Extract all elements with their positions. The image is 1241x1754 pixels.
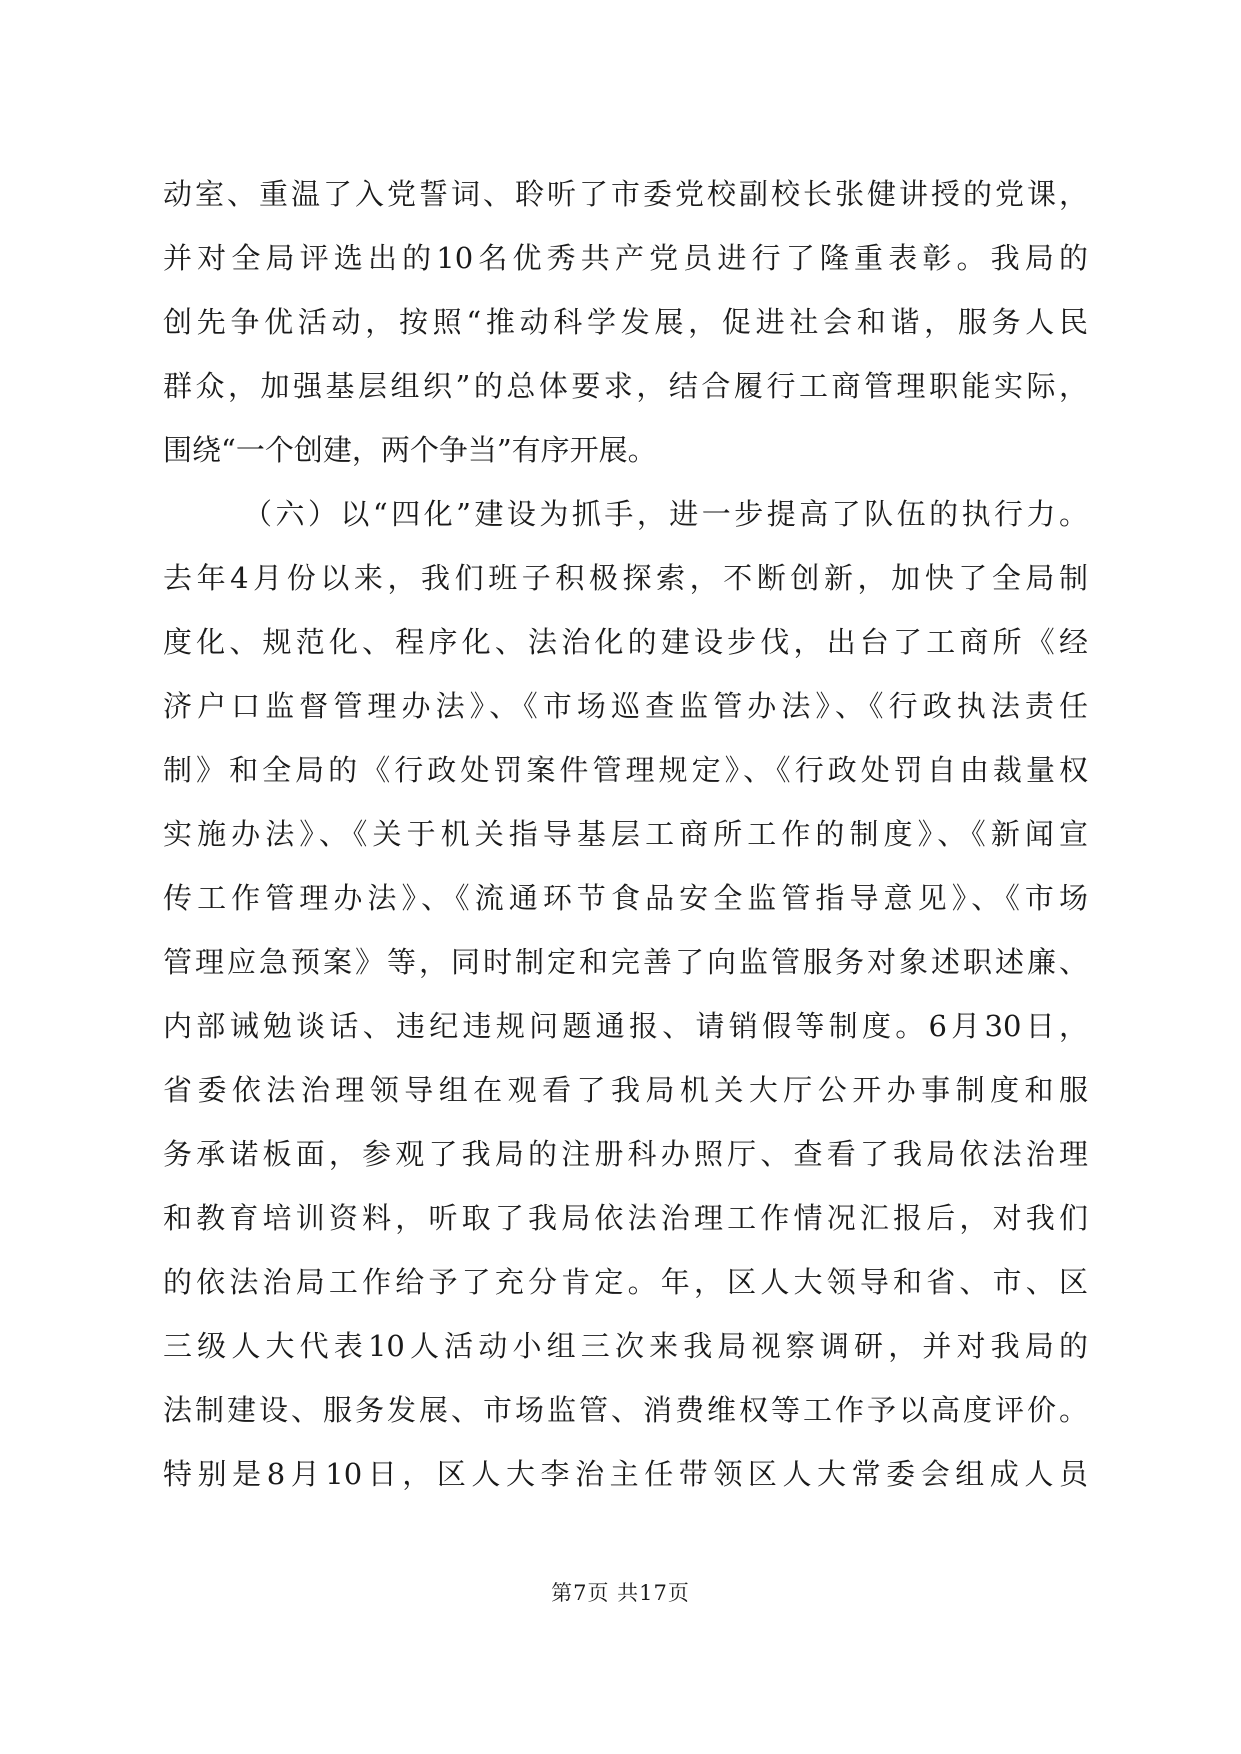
- text-line: 制》和全局的《行政处罚案件管理规定》、《行政处罚自由裁量权: [163, 753, 1088, 787]
- text-line: 省委依法治理领导组在观看了我局机关大厅公开办事制度和服: [163, 1073, 1088, 1107]
- text-line: 动室、重温了入党誓词、聆听了市委党校副校长张健讲授的党课，: [163, 177, 1088, 211]
- text-line: 度化、规范化、程序化、法治化的建设步伐，出台了工商所《经: [163, 625, 1088, 659]
- text-line: 法制建设、服务发展、市场监管、消费维权等工作予以高度评价。: [163, 1393, 1088, 1427]
- text-line: 济户口监督管理办法》、《市场巡查监管办法》、《行政执法责任: [163, 689, 1088, 723]
- text-line: 传工作管理办法》、《流通环节食品安全监管指导意见》、《市场: [163, 881, 1088, 915]
- text-line: 围绕“一个创建，两个争当”有序开展。: [163, 433, 657, 467]
- page-number-footer: 第7页 共17页: [551, 1581, 690, 1605]
- section-heading-line: （六）以“四化”建设为抓手，进一步提高了队伍的执行力。: [243, 497, 1088, 531]
- text-line: 务承诺板面，参观了我局的注册科办照厅、查看了我局依法治理: [163, 1137, 1088, 1171]
- text-line: 和教育培训资料，听取了我局依法治理工作情况汇报后，对我们: [163, 1201, 1088, 1235]
- text-line: 特别是8月10日，区人大李治主任带领区人大常委会组成人员: [163, 1457, 1088, 1491]
- text-line: 的依法治局工作给予了充分肯定。年，区人大领导和省、市、区: [163, 1265, 1088, 1299]
- text-line: 内部诫勉谈话、违纪违规问题通报、请销假等制度。6月30日，: [163, 1009, 1088, 1043]
- text-line: 实施办法》、《关于机关指导基层工商所工作的制度》、《新闻宣: [163, 817, 1088, 851]
- text-line: 并对全局评选出的10名优秀共产党员进行了隆重表彰。我局的: [163, 241, 1088, 275]
- text-line: 三级人大代表10人活动小组三次来我局视察调研，并对我局的: [163, 1329, 1088, 1363]
- text-line: 去年4月份以来，我们班子积极探索，不断创新，加快了全局制: [163, 561, 1088, 595]
- text-line: 群众，加强基层组织”的总体要求，结合履行工商管理职能实际，: [163, 369, 1088, 403]
- text-line: 创先争优活动，按照“推动科学发展，促进社会和谐，服务人民: [163, 305, 1088, 339]
- body-text: [163, 162, 1088, 1506]
- text-line: 管理应急预案》等，同时制定和完善了向监管服务对象述职述廉、: [163, 945, 1088, 979]
